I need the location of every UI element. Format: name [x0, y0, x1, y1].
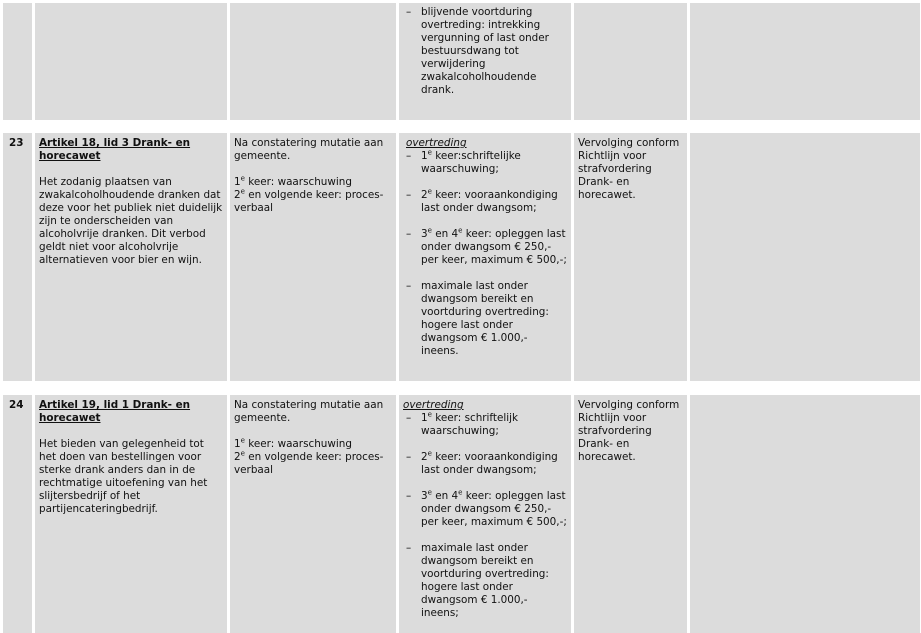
action-cell: [230, 3, 396, 120]
number-cell: [3, 3, 32, 120]
empty-cell: [690, 3, 920, 120]
penalty-item-2: [403, 189, 567, 215]
penalty-item-1: [403, 412, 567, 438]
prosecution-cell: Vervolging conform Richtlijn voor strafvordering Drank- en horecawet.: [574, 395, 687, 633]
first-time-line: [234, 176, 392, 189]
ordinal-number: 2: [421, 189, 428, 201]
penalty-item-3: [403, 490, 567, 529]
penalty-item-1: [403, 150, 567, 176]
penalty-item-2: [403, 451, 567, 477]
ordinal-suffix: e: [427, 449, 432, 458]
action-text: Na constatering mutatie aan gemeente.: [234, 137, 384, 162]
ordinal-suffix: e: [458, 488, 463, 497]
penalty-line: vergunning of last onder: [421, 32, 549, 44]
action-cell: [230, 133, 396, 381]
article-description: Het zodanig plaatsen van zwakalcoholhoudende dranken dat deze voor het publiek niet duidelijk zijn te onderscheiden van alcoholvrije dranken. Dit verbod geldt niet voor alcoholvrije alternatieven voor bier en wijn.: [39, 176, 223, 266]
ordinal-suffix: e: [427, 226, 432, 235]
penalty-text: keer: vooraankondiging last onder dwangsom;: [421, 451, 558, 476]
penalty-text: keer: vooraankondiging last onder dwangsom;: [421, 189, 558, 214]
penalty-line: – blijvende voortduring: [421, 6, 533, 18]
article-cell: [35, 133, 227, 381]
table-row-continued: [0, 3, 921, 120]
article-cell: [35, 3, 227, 120]
penalty-line: drank.: [421, 84, 455, 96]
ordinal-number: 2: [234, 189, 241, 201]
penalty-cell: [399, 395, 571, 633]
first-time-text: keer: waarschuwing: [244, 176, 352, 188]
penalty-text: keer: opleggen last onder dwangsom € 250,- per keer, maximum € 500,-;: [421, 228, 567, 266]
ordinal-suffix: e: [240, 449, 245, 458]
ordinal-number: 1: [421, 150, 428, 162]
penalty-cell: [399, 133, 571, 381]
action-text: Na constatering mutatie aan gemeente.: [234, 399, 384, 424]
ordinal-number: 2: [421, 451, 428, 463]
first-time-text: keer: waarschuwing: [244, 438, 352, 450]
penalty-text: en 4: [431, 490, 459, 502]
penalty-line: zwakalcoholhoudende: [421, 71, 537, 83]
penalty-text: keer: opleggen last onder dwangsom € 250,- per keer, maximum € 500,-;: [421, 490, 567, 528]
prosecution-cell: [574, 3, 687, 120]
penalty-line: bestuursdwang tot: [421, 45, 519, 57]
next-time-line: [234, 189, 392, 215]
penalty-item-3: [403, 228, 567, 267]
article-description: Het bieden van gelegenheid tot het doen van bestellingen voor sterke drank anders dan in de rechtmatige uitoefening van het slijtersbedrijf of het partijencateringbedrijf.: [39, 438, 208, 515]
ordinal-number: 3: [421, 228, 428, 240]
ordinal-suffix: e: [240, 187, 245, 196]
table-row-24: [0, 395, 921, 633]
penalty-text: en 4: [431, 228, 459, 240]
penalty-line: verwijdering: [421, 58, 486, 70]
ordinal-number: 1: [421, 412, 428, 424]
ordinal-suffix: e: [458, 226, 463, 235]
penalty-line: overtreding: intrekking: [421, 19, 541, 31]
row-number: 23: [3, 133, 32, 381]
penalty-label: overtreding: [403, 399, 464, 411]
penalty-item: [403, 6, 567, 97]
penalty-label: overtreding: [406, 137, 467, 149]
row-number: 24: [3, 395, 32, 633]
empty-cell: [690, 133, 920, 381]
ordinal-suffix: e: [240, 174, 245, 183]
ordinal-suffix: e: [427, 410, 432, 419]
penalty-item-4: – maximale last onder dwangsom bereikt en voortduring overtreding: hogere last onder dwangsom € 1.000,- ineens.: [403, 280, 567, 358]
action-cell: [230, 395, 396, 633]
ordinal-number: 1: [234, 176, 241, 188]
first-time-line: [234, 438, 392, 451]
next-time-text: en volgende keer: proces-verbaal: [234, 189, 384, 214]
ordinal-number: 2: [234, 451, 241, 463]
article-title: Artikel 19, lid 1 Drank- en horecawet: [39, 399, 191, 424]
next-time-line: [234, 451, 392, 477]
ordinal-suffix: e: [427, 488, 432, 497]
penalty-text: keer: schriftelijk waarschuwing;: [421, 412, 519, 437]
empty-cell: [690, 395, 920, 633]
article-cell: [35, 395, 227, 633]
article-title: Artikel 18, lid 3 Drank- en horecawet: [39, 137, 191, 162]
next-time-text: en volgende keer: proces-verbaal: [234, 451, 384, 476]
ordinal-suffix: e: [240, 436, 245, 445]
penalty-item-4: – maximale last onder dwangsom bereikt en voortduring overtreding: hogere last onder dwangsom € 1.000,- ineens;: [403, 542, 567, 620]
penalty-text: keer:schriftelijke waarschuwing;: [421, 150, 521, 175]
ordinal-suffix: e: [427, 148, 432, 157]
ordinal-number: 1: [234, 438, 241, 450]
ordinal-number: 3: [421, 490, 428, 502]
prosecution-cell: Vervolging conform Richtlijn voor strafvordering Drank- en horecawet.: [574, 133, 687, 381]
table-row-23: [0, 133, 921, 381]
penalty-cell: [399, 3, 571, 120]
ordinal-suffix: e: [427, 187, 432, 196]
